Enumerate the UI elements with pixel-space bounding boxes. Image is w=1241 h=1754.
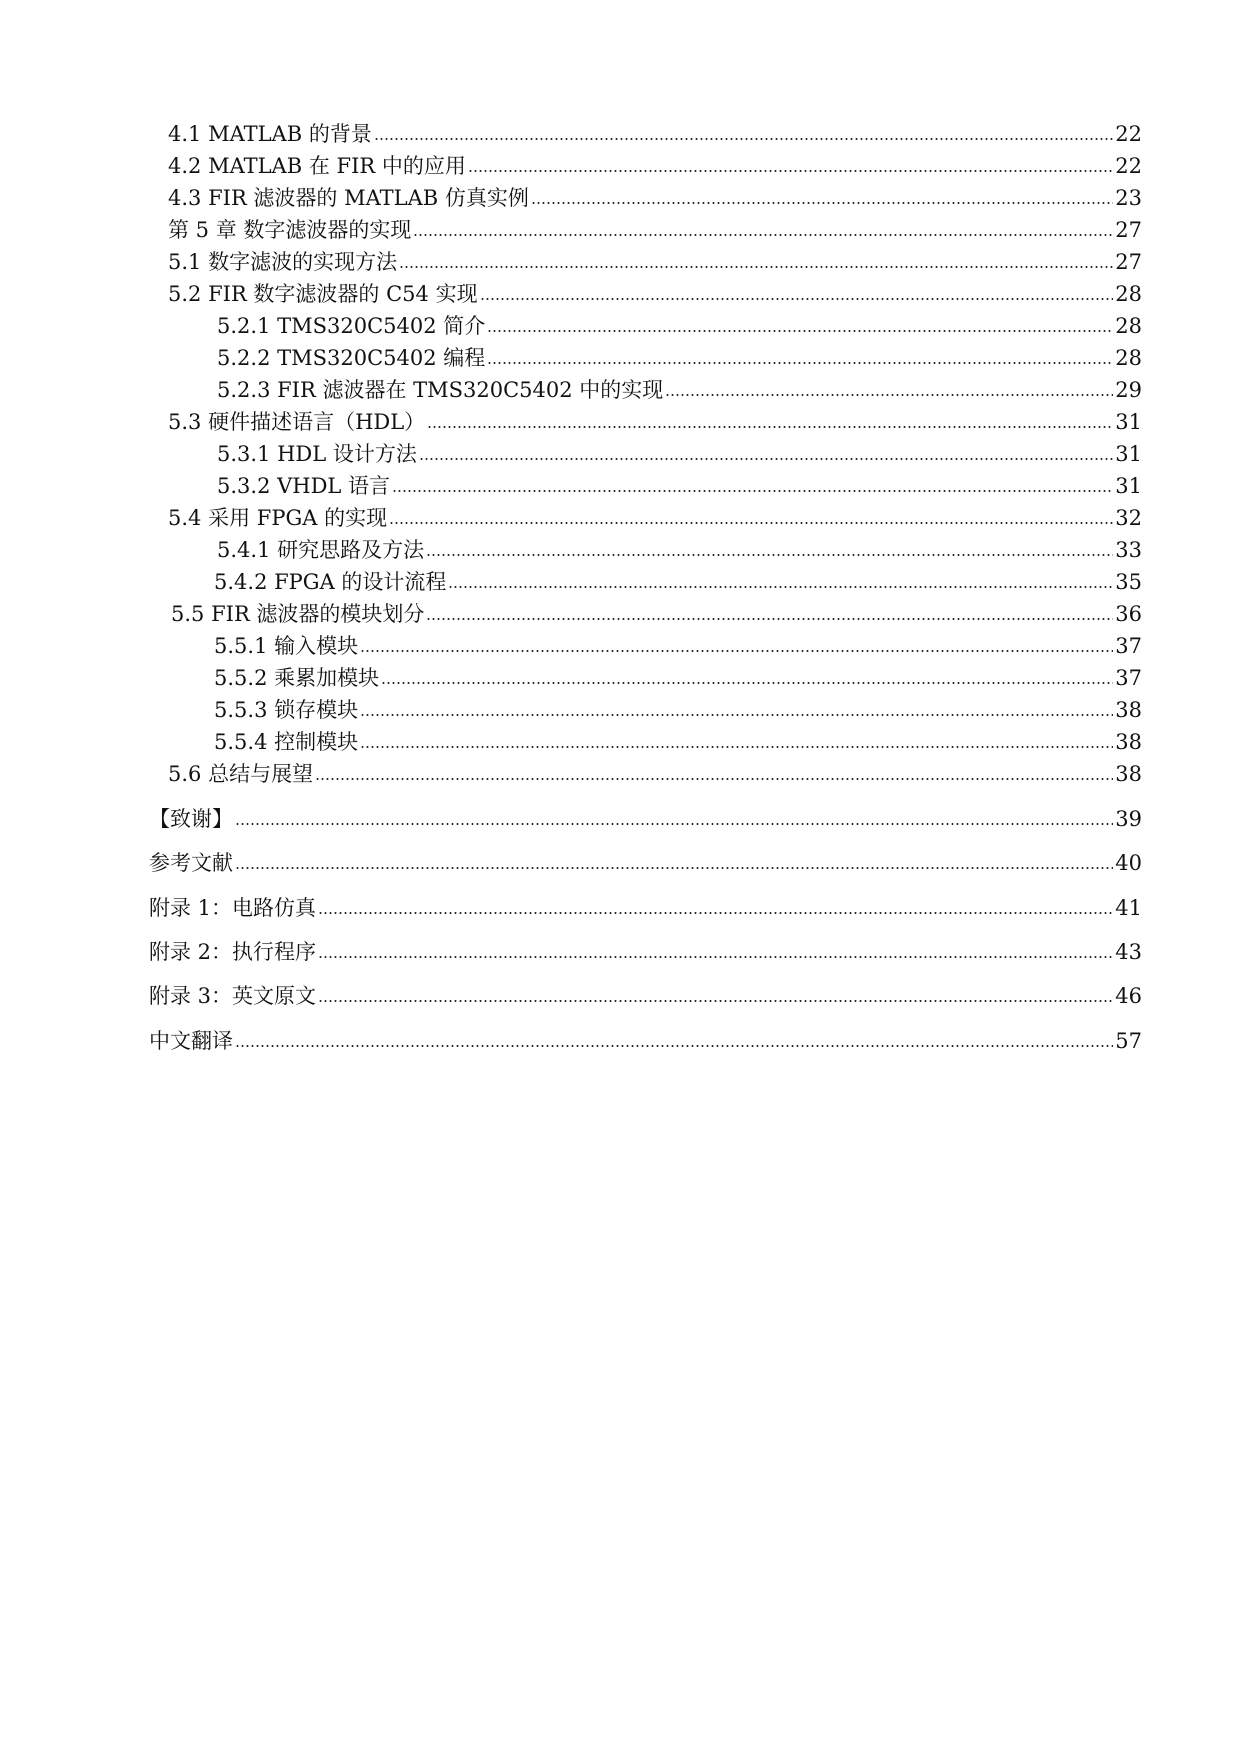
toc-leader-dots	[426, 553, 1113, 557]
toc-page-number: 37	[1115, 666, 1142, 690]
toc-entry[interactable]	[214, 629, 1142, 659]
toc-leader-dots	[399, 265, 1113, 269]
toc-page-number: 40	[1115, 851, 1142, 875]
toc-page-number: 22	[1115, 154, 1142, 178]
toc-entry[interactable]	[214, 725, 1142, 755]
toc-entry[interactable]	[168, 149, 1142, 179]
toc-entry[interactable]	[217, 469, 1142, 499]
toc-page-number: 27	[1115, 250, 1142, 274]
toc-page-number: 28	[1115, 314, 1142, 338]
toc-entry-label: 5.5 FIR 滤波器的模块划分	[171, 602, 425, 626]
toc-entry-label: 【致谢】	[149, 807, 233, 831]
toc-leader-dots	[480, 297, 1114, 301]
toc-entry[interactable]	[168, 405, 1142, 435]
toc-entry-label: 中文翻译	[149, 1029, 233, 1053]
toc-leader-dots	[531, 201, 1113, 205]
toc-entry-label: 5.6 总结与展望	[168, 762, 314, 786]
toc-entry-label: 附录 3：英文原文	[149, 984, 317, 1008]
toc-page-number: 28	[1115, 346, 1142, 370]
toc-entry[interactable]	[168, 245, 1142, 275]
toc-leader-dots	[318, 955, 1113, 959]
toc-leader-dots	[318, 999, 1113, 1003]
toc-leader-dots	[360, 745, 1113, 749]
toc-page-number: 38	[1115, 698, 1142, 722]
toc-entry-label: 5.5.4 控制模块	[214, 730, 359, 754]
toc-entry[interactable]	[171, 597, 1142, 627]
toc-entry[interactable]	[217, 341, 1142, 371]
toc-entry[interactable]	[149, 979, 1142, 1009]
toc-entry-label: 5.3 硬件描述语言（HDL）	[168, 410, 426, 434]
toc-page-number: 31	[1115, 474, 1142, 498]
toc-entry[interactable]	[217, 533, 1142, 563]
toc-leader-dots	[360, 649, 1113, 653]
toc-entry[interactable]	[149, 846, 1142, 876]
toc-entry[interactable]	[168, 501, 1142, 531]
toc-entry-label: 附录 2：执行程序	[149, 940, 317, 964]
toc-entry-label: 5.5.2 乘累加模块	[214, 666, 380, 690]
toc-leader-dots	[427, 425, 1113, 429]
toc-leader-dots	[374, 137, 1113, 141]
toc-leader-dots	[315, 777, 1113, 781]
toc-entry[interactable]	[217, 373, 1142, 403]
toc-entry[interactable]	[168, 277, 1142, 307]
toc-entry-label: 5.1 数字滤波的实现方法	[168, 250, 398, 274]
toc-entry-label: 4.3 FIR 滤波器的 MATLAB 仿真实例	[168, 186, 529, 210]
toc-leader-dots	[448, 585, 1113, 589]
toc-entry[interactable]	[214, 565, 1142, 595]
toc-page-number: 36	[1115, 602, 1142, 626]
toc-page-number: 32	[1115, 506, 1142, 530]
toc-page-number: 57	[1115, 1029, 1142, 1053]
toc-page-number: 33	[1115, 538, 1142, 562]
toc-leader-dots	[468, 169, 1113, 173]
toc-page-number: 29	[1115, 378, 1142, 402]
toc-leader-dots	[235, 822, 1113, 826]
toc-entry-label: 附录 1：电路仿真	[149, 896, 317, 920]
toc-entry-label: 4.2 MATLAB 在 FIR 中的应用	[168, 154, 466, 178]
toc-leader-dots	[235, 866, 1113, 870]
toc-entry[interactable]	[168, 757, 1142, 787]
toc-leader-dots	[487, 329, 1113, 333]
toc-entry-label: 5.2.3 FIR 滤波器在 TMS320C5402 中的实现	[217, 378, 664, 402]
toc-page-number: 43	[1115, 940, 1142, 964]
toc-leader-dots	[487, 361, 1113, 365]
toc-entry-label: 5.4.1 研究思路及方法	[217, 538, 425, 562]
toc-entry-label: 5.4.2 FPGA 的设计流程	[214, 570, 447, 594]
toc-entry[interactable]	[217, 437, 1142, 467]
toc-entry-label: 5.2 FIR 数字滤波器的 C54 实现	[168, 282, 478, 306]
toc-leader-dots	[413, 233, 1113, 237]
toc-page-number: 31	[1115, 410, 1142, 434]
toc-entry[interactable]	[149, 891, 1142, 921]
toc-page-number: 38	[1115, 762, 1142, 786]
toc-entry-label: 第 5 章 数字滤波器的实现	[168, 218, 412, 242]
toc-entry[interactable]	[168, 213, 1142, 243]
toc-entry-label: 参考文献	[149, 851, 233, 875]
toc-leader-dots	[419, 457, 1113, 461]
toc-page-number: 37	[1115, 634, 1142, 658]
toc-page-number: 41	[1115, 896, 1142, 920]
toc-page-number: 39	[1115, 807, 1142, 831]
toc-entry[interactable]	[149, 1024, 1142, 1054]
toc-entry-label: 5.4 采用 FPGA 的实现	[168, 506, 388, 530]
toc-entry-label: 4.1 MATLAB 的背景	[168, 122, 372, 146]
toc-entry[interactable]	[214, 661, 1142, 691]
toc-leader-dots	[389, 521, 1113, 525]
toc-entry[interactable]	[149, 802, 1142, 832]
toc-page-number: 22	[1115, 122, 1142, 146]
toc-entry-label: 5.5.3 锁存模块	[214, 698, 359, 722]
toc-leader-dots	[426, 617, 1113, 621]
toc-entry[interactable]	[168, 117, 1142, 147]
toc-entry[interactable]	[217, 309, 1142, 339]
toc-leader-dots	[381, 681, 1113, 685]
toc-page-number: 35	[1115, 570, 1142, 594]
toc-page-number: 28	[1115, 282, 1142, 306]
toc-page-number: 46	[1115, 984, 1142, 1008]
toc-leader-dots	[665, 393, 1113, 397]
toc-page-number: 38	[1115, 730, 1142, 754]
toc-page-number: 27	[1115, 218, 1142, 242]
toc-leader-dots	[392, 489, 1113, 493]
toc-page-number: 31	[1115, 442, 1142, 466]
toc-entry-label: 5.3.2 VHDL 语言	[217, 474, 391, 498]
toc-entry-label: 5.2.2 TMS320C5402 编程	[217, 346, 486, 370]
toc-entry[interactable]	[168, 181, 1142, 211]
toc-page-number: 23	[1115, 186, 1142, 210]
toc-entry[interactable]	[149, 935, 1142, 965]
toc-leader-dots	[235, 1044, 1113, 1048]
toc-leader-dots	[318, 911, 1113, 915]
toc-entry[interactable]	[214, 693, 1142, 723]
toc-leader-dots	[360, 713, 1113, 717]
toc-entry-label: 5.5.1 输入模块	[214, 634, 359, 658]
toc-entry-label: 5.3.1 HDL 设计方法	[217, 442, 417, 466]
toc-entry-label: 5.2.1 TMS320C5402 简介	[217, 314, 486, 338]
